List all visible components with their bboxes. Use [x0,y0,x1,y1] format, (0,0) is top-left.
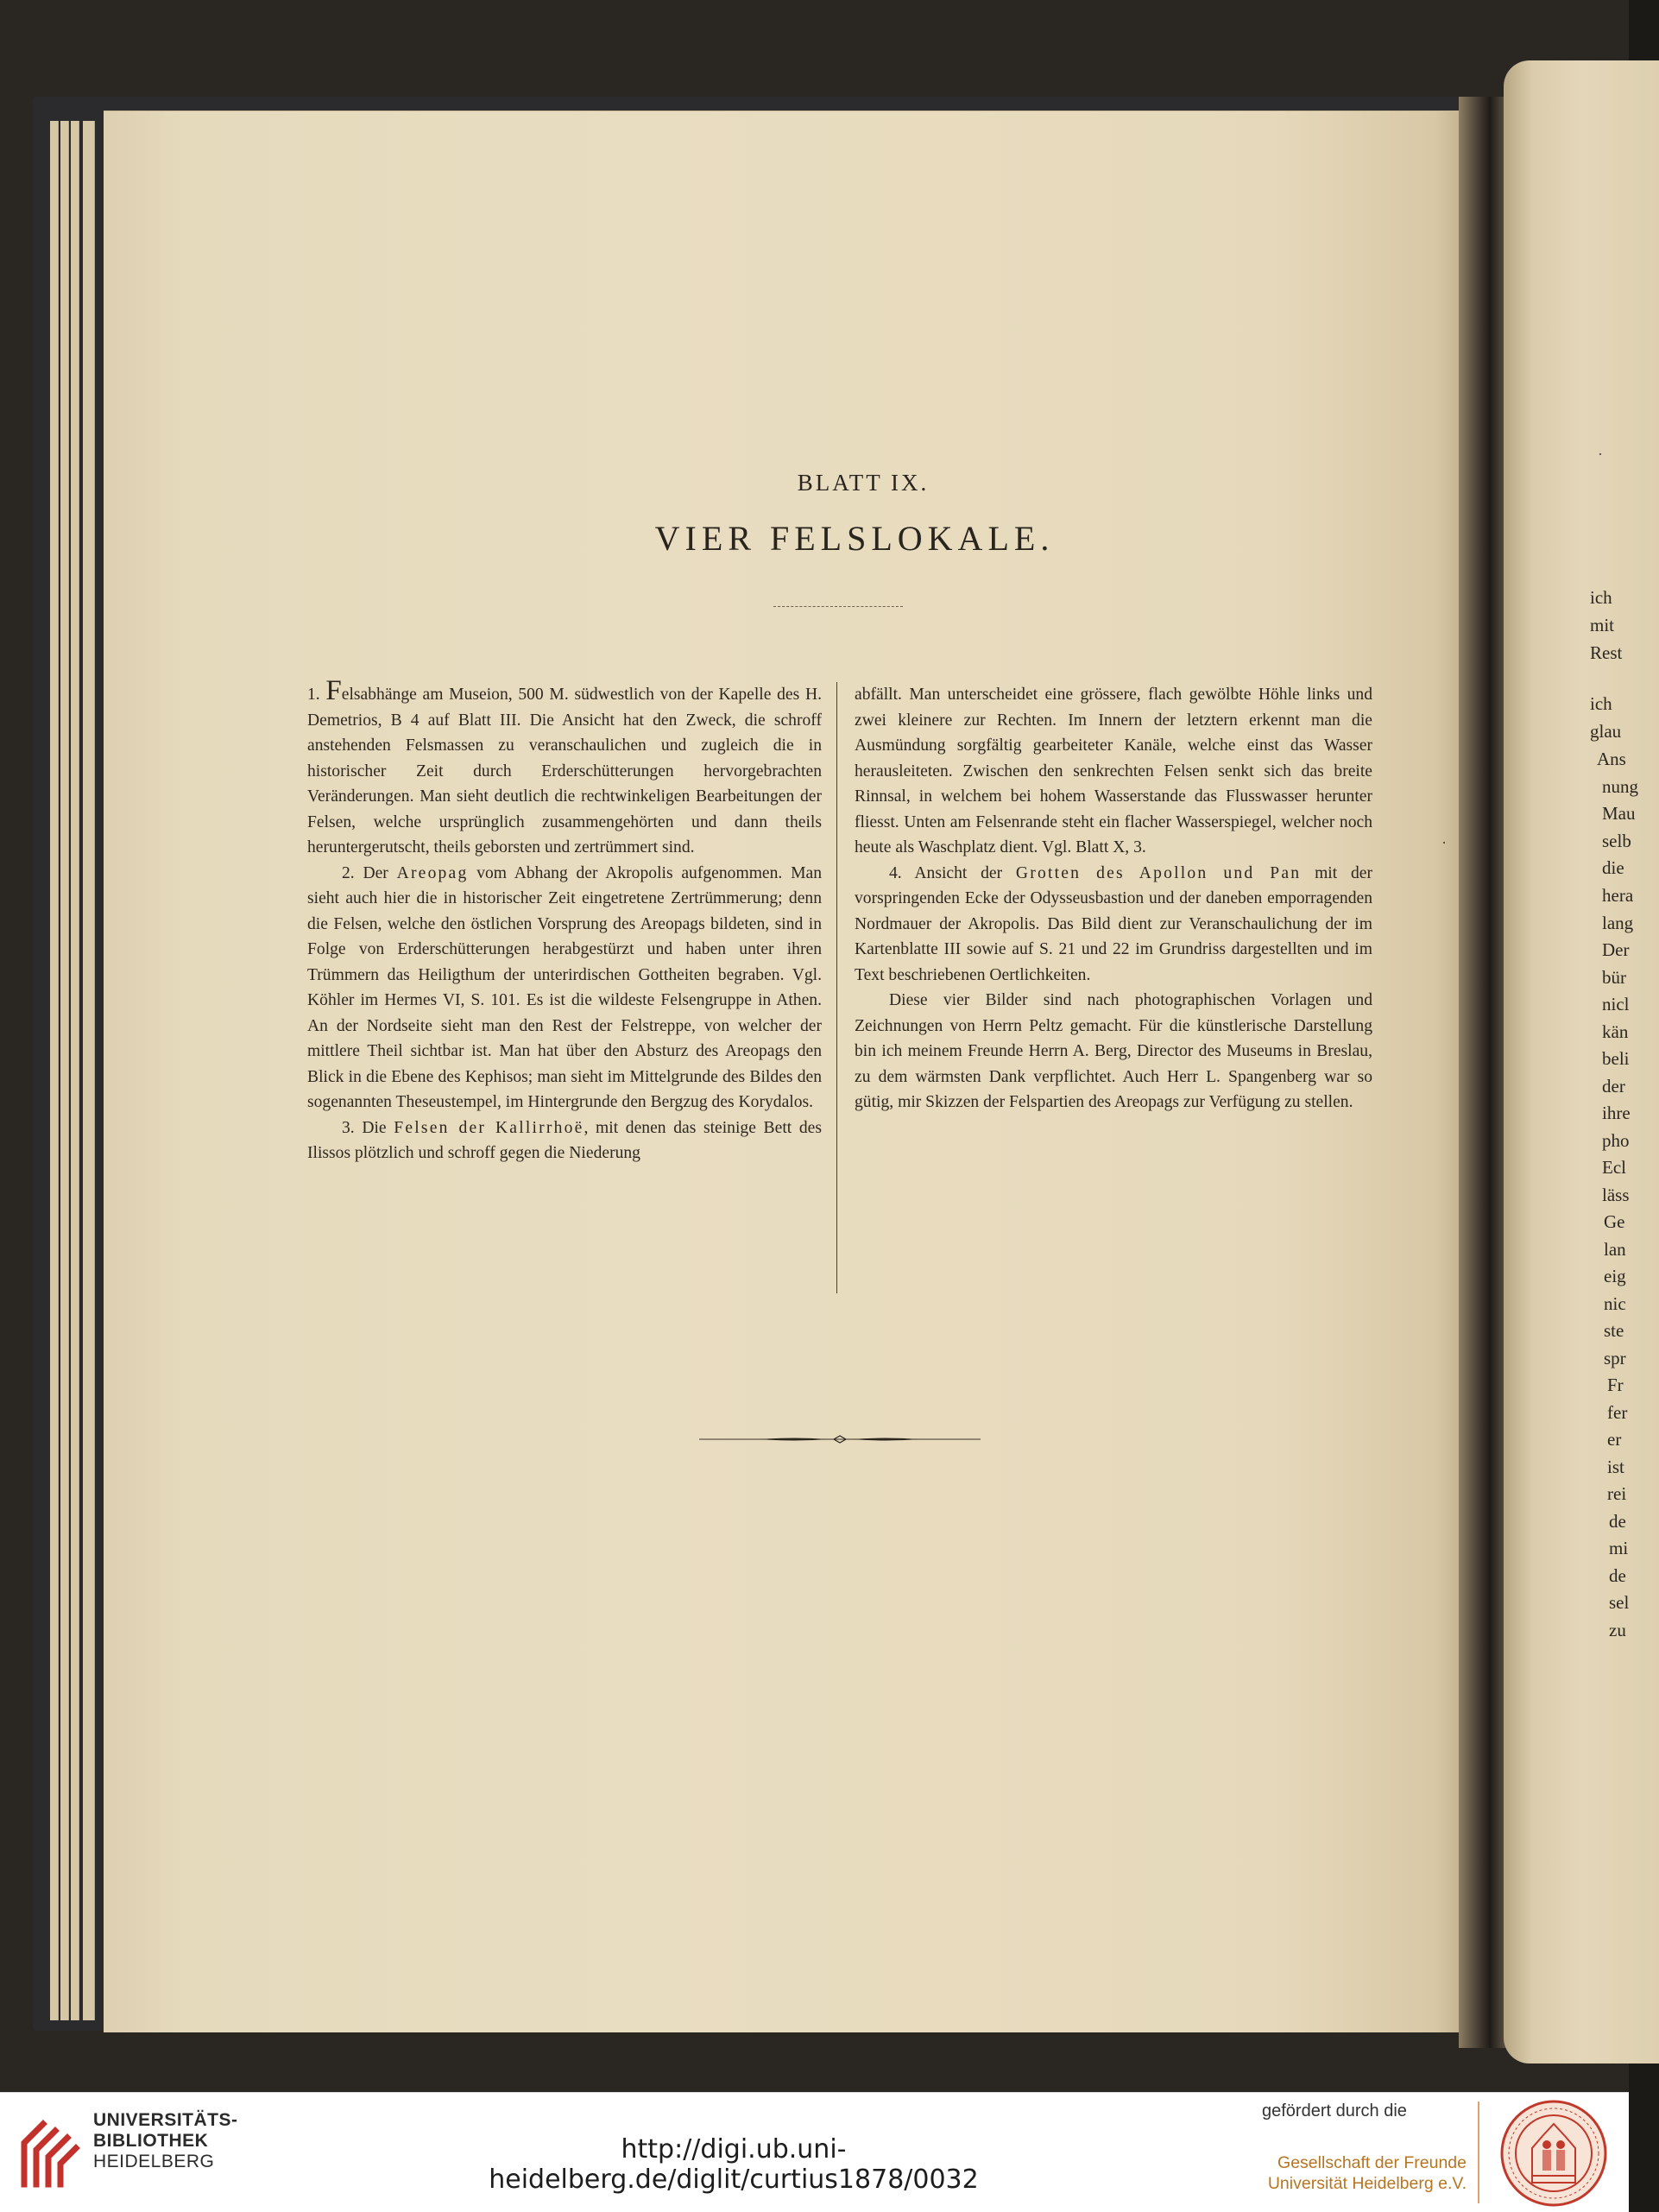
plate-number: BLATT IX. [797,470,930,496]
right-page-word: ich [1590,693,1612,714]
right-page-word: Fr [1607,1375,1624,1395]
text-column-right [855,682,1372,1115]
paper-speck [1599,453,1601,455]
right-page-word: läss [1602,1185,1630,1205]
right-page [1504,60,1659,2063]
society-line-1: Gesellschaft der Freunde [1277,2153,1467,2172]
paragraph-3-continued: abfällt. Man unterscheidet eine grössere, flach gewölbte Höhle links und zwei kleinere zur Rechten. Im Innern der letztern erkennt man die Ausmündung sorgfältig gearbeiteter Kanäle, welche einst das Wasser herausleiteten. Zwischen den senkrechten Felsen senkt sich das breite Rinnsal, in welchem bei hohem Wasserstande das Flusswasser herunter fliesst. Unten am Felsenrande steht ein flacher Wasserspiegel, welcher noch heute als Waschplatz dient. Vgl. Blatt X, 3. [855,686,1372,856]
right-page-word: lang [1602,913,1634,933]
right-page-word: pho [1602,1130,1630,1151]
page-edge [50,121,59,2020]
footer-separator [1478,2101,1479,2203]
page-edge [60,121,69,2020]
right-page-word: de [1609,1511,1626,1532]
right-page-word: ihre [1602,1103,1631,1123]
right-page-word: kän [1602,1021,1629,1042]
right-page-word: Rest [1590,642,1623,663]
spaced-heading: Grotten des Apollon und Pan [1015,863,1302,882]
funded-by-label: gefördert durch die [1262,2101,1407,2120]
right-page-word: nung [1602,776,1638,797]
paragraph-text: elsabhänge am Museion, 500 M. südwestlich von der Kapelle des H. Demetrios, B 4 auf Blatt III. Die Ansicht hat den Zweck, die schroff anstehenden Felsmassen zu veranschaulichen und zugleich die in historischer Zeit durch Erderschütterungen hervorgebrachten Veränderungen. Man sieht deutlich die rechtwinkeligen Bearbeitungen der Felsen, welche ursprünglich zusammengehörten und dann theils heruntergerutscht, theils geborsten und zertrümmert sind. [307,686,823,856]
right-page-word: mi [1609,1538,1629,1558]
paragraph-number: 1. [307,686,326,704]
right-page-word: eig [1604,1266,1626,1286]
paragraph-number: 3. Die [342,1118,394,1137]
right-page-word: rei [1607,1483,1627,1504]
right-page-word: nicl [1602,994,1630,1014]
column-divider [836,682,837,1293]
right-page-word: spr [1604,1348,1626,1368]
university-seal-icon [1498,2098,1610,2209]
right-page-word: glau [1590,721,1622,742]
right-page-word: bür [1602,967,1626,988]
paragraph-4 [855,861,1372,989]
right-page-word: er [1607,1429,1622,1450]
right-page-word: nic [1604,1293,1626,1314]
right-page-word: fer [1607,1402,1628,1423]
permalink-url[interactable]: http://digi.ub.uni-heidelberg.de/diglit/curtius1878/0032 [489,2134,979,2195]
text-column-left [307,675,823,1166]
right-page-word: beli [1602,1048,1630,1069]
right-page-word: sel [1609,1592,1630,1613]
right-page-word: selb [1602,831,1631,851]
plate-title: VIER FELSLOKALE. [654,519,1055,558]
right-page-word: de [1609,1565,1626,1586]
right-page-word: Ge [1604,1211,1625,1232]
right-page-word: ich [1590,587,1612,608]
paragraph-1 [307,675,823,861]
paragraph-text: , mit denen das steinige Bett des Ilissos plötzlich und schroff gegen die Niederung [307,1118,822,1162]
spaced-heading: Felsen der Kallirrhoë [394,1118,584,1137]
title-rule [773,606,903,608]
page-edge [71,121,79,2020]
right-page-word: ist [1607,1457,1624,1477]
institution-line-3: HEIDELBERG [93,2152,215,2171]
book-gutter [1459,97,1511,2048]
paper-speck [1443,842,1445,844]
right-page-word: zu [1609,1620,1626,1640]
institution-line-1: UNIVERSITÄTS- [93,2110,238,2130]
page-edge [83,121,95,2020]
right-page-word: der [1602,1076,1625,1097]
end-ornament [699,1435,981,1444]
paragraph-3 [307,1115,822,1166]
right-page-word: Mau [1602,803,1636,824]
drop-cap: F [325,675,342,706]
paragraph-text: mit der vorspringenden Ecke der Odysseusbastion und der daneben emporragenden Nordmauer der Akropolis. Das Bild dient zur Veranschaulichung der im Kartenblatte III sowie auf S. 21 und 22 im Grundriss dargestellten und im Text beschriebenen Oertlichkeiten. [855,863,1372,984]
paragraph-number: 4. Ansicht der [889,863,1016,882]
paragraph-5: Diese vier Bilder sind nach photographischen Vorlagen und Zeichnungen von Herrn Peltz gemacht. Für die künstlerische Darstellung bin ich meinem Freunde Herrn A. Berg, Director des Museums in Breslau, zu dem wärmsten Dank verpflichtet. Auch Herr L. Spangenberg war so gütig, mir Skizzen der Felspartien des Areopags zur Verfügung zu stellen. [855,991,1372,1111]
right-page-word: Ecl [1602,1157,1626,1178]
university-library-logo-icon [17,2108,83,2191]
paragraph-text: vom Abhang der Akropolis aufgenommen. Man sieht auch hier die in historischer Zeit eingetretene Zertrümmerung; denn die Felsen, welche den östlichen Vorsprung des Areopags bildeten, sind in Folge von Erderschütterungen herabgestürzt und haben unter ihren Trümmern das Heiligthum der unterirdischen Gottheiten begraben. Vgl. Köhler im Hermes VI, S. 101. Es ist die wildeste Felsengruppe in Athen. An der Nordseite sieht man den Rest der Felstreppe, von welcher der mittlere Theil sichtbar ist. Man hat über den Absturz des Areopags den Blick in die Ebene des Kephisos; man sieht im Mittelgrunde des Bildes den sogenannten Theseustempel, im Hintergrunde den Bergzug des Korydalos. [307,863,822,1111]
footer-bar [0,2092,1629,2212]
right-page-word: die [1602,857,1624,878]
right-page-word: Ans [1597,749,1626,769]
right-page-word: hera [1602,885,1634,906]
institution-line-2: BIBLIOTHEK [93,2131,209,2151]
right-page-word: Der [1602,939,1630,960]
paragraph-number: 2. Der [342,863,397,882]
spaced-heading: Areopag [396,863,469,882]
paragraph-2 [307,861,822,1115]
right-page-word: lan [1604,1239,1626,1260]
right-page-word: mit [1590,615,1615,635]
society-line-2: Universität Heidelberg e.V. [1267,2174,1467,2193]
right-page-word: ste [1604,1320,1624,1341]
